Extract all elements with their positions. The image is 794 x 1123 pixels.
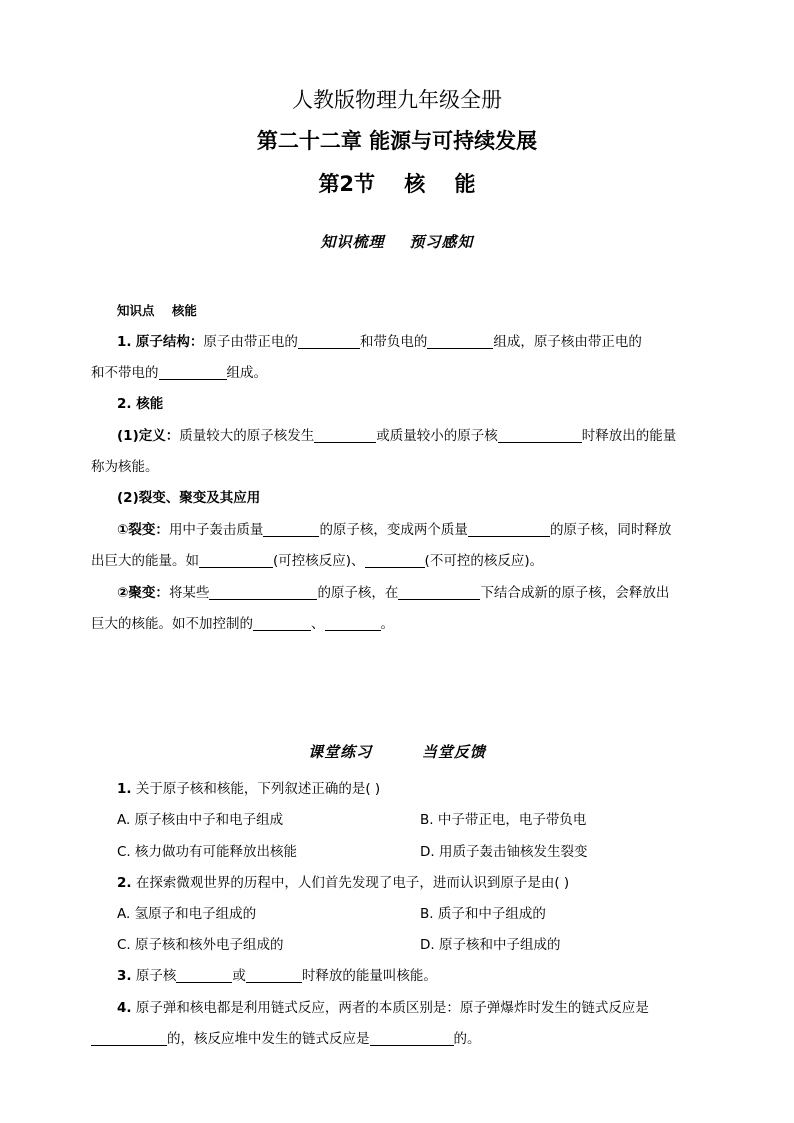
definition-line-2: 称为核能。 — [91, 459, 159, 475]
fill-blank[interactable] — [246, 968, 302, 983]
exercise-2-options-row-1 — [117, 905, 705, 923]
item-2-heading: 2. 核能 — [117, 396, 164, 412]
exercise-1-options-row-1 — [117, 811, 705, 829]
exercise-2-stem: 2. 在探索微观世界的历程中，人们首先发现了电子，进而认识到原子是由( ) — [117, 875, 570, 891]
fission-fusion-heading: (2)裂变、聚变及其应用 — [117, 490, 261, 506]
option-d[interactable]: D. 用质子轰击铀核发生裂变 — [420, 844, 588, 860]
book-title: 人教版物理九年级全册 — [292, 88, 502, 112]
option-c[interactable]: C. 原子核和核外电子组成的 — [117, 937, 284, 953]
exercise-4-line-2: 的，核反应堆中发生的链式反应是 的。 — [91, 1030, 705, 1048]
option-a[interactable]: A. 氢原子和电子组成的 — [117, 906, 257, 922]
fill-blank[interactable] — [427, 334, 493, 349]
fill-blank[interactable] — [176, 968, 232, 983]
fission-line-2: 出巨大的能量。如 (可控核反应)、 (不可控的核反应)。 — [91, 553, 544, 569]
fill-blank[interactable] — [298, 334, 360, 349]
option-b[interactable]: B. 质子和中子组成的 — [420, 906, 546, 922]
fill-blank[interactable] — [263, 522, 319, 537]
fill-blank[interactable] — [325, 616, 381, 631]
option-b[interactable]: B. 中子带正电，电子带负电 — [420, 812, 587, 828]
fill-blank[interactable] — [365, 553, 425, 568]
fill-blank[interactable] — [370, 1031, 454, 1046]
exercise-4-line-1: 4. 原子弹和核电都是利用链式反应，两者的本质区别是：原子弹爆炸时发生的链式反应是 — [117, 1000, 649, 1016]
definition-line-1: (1)定义：质量较大的原子核发生 或质量较小的原子核 时释放出的能量 — [117, 428, 677, 444]
item-1-line-1: 1. 原子结构：原子由带正电的 和带负电的 组成，原子核由带正电的 — [117, 334, 642, 350]
fusion-line-1: ②聚变：将某些 的原子核，在 下结合成新的原子核，会释放出 — [117, 585, 670, 601]
option-d[interactable]: D. 原子核和中子组成的 — [420, 937, 561, 953]
fission-line-1: ①裂变：用中子轰击质量 的原子核，变成两个质量 的原子核，同时释放 — [117, 522, 672, 538]
fusion-line-2: 巨大的核能。如不加控制的 、 。 — [91, 616, 394, 632]
section-title: 第2节 核 能 — [318, 172, 476, 196]
exercise-heading: 课堂练习 当堂反馈 — [308, 743, 486, 761]
knowledge-topic: 知识点 核能 — [117, 303, 197, 318]
exercise-3: 3. 原子核 或 时释放的能量叫核能。 — [117, 968, 437, 984]
item-1-line-2: 和不带电的 组成。 — [91, 365, 267, 381]
fill-blank[interactable] — [468, 522, 550, 537]
option-a[interactable]: A. 原子核由中子和电子组成 — [117, 812, 284, 828]
fill-blank[interactable] — [314, 428, 376, 443]
fill-blank[interactable] — [209, 585, 317, 600]
fill-blank[interactable] — [159, 365, 227, 380]
fill-blank[interactable] — [398, 585, 480, 600]
fill-blank[interactable] — [498, 428, 582, 443]
chapter-title: 第二十二章 能源与可持续发展 — [256, 129, 538, 153]
exercise-2-options-row-2 — [117, 936, 705, 954]
exercise-1-options-row-2 — [117, 843, 705, 861]
option-c[interactable]: C. 核力做功有可能释放出核能 — [117, 844, 298, 860]
fill-blank[interactable] — [91, 1031, 167, 1046]
fill-blank[interactable] — [199, 553, 273, 568]
exercise-1-stem: 1. 关于原子核和核能，下列叙述正确的是( ) — [117, 781, 381, 797]
knowledge-heading: 知识梳理 预习感知 — [320, 233, 474, 251]
fill-blank[interactable] — [253, 616, 311, 631]
